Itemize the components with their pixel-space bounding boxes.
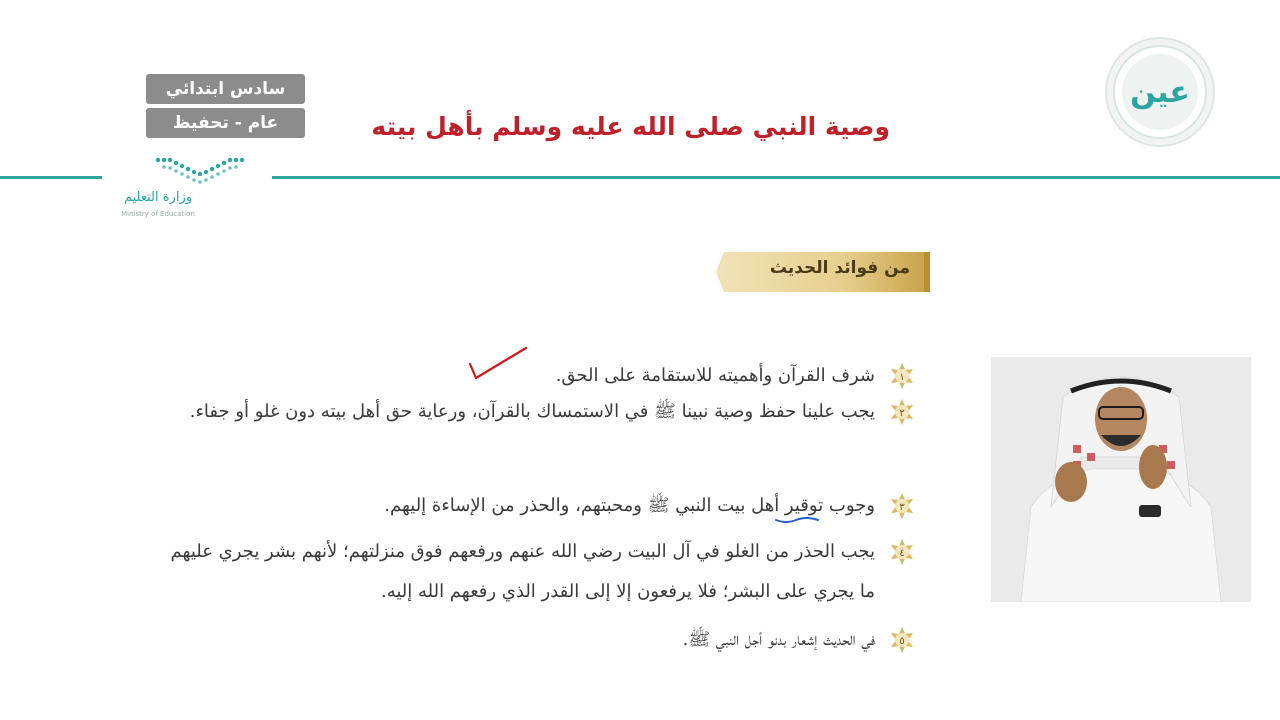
list-item xyxy=(170,620,915,660)
star-number-badge-icon xyxy=(889,627,915,653)
ministry-name-ar: وزارة التعليم xyxy=(123,190,193,205)
grade-badge: سادس ابتدائي xyxy=(146,74,305,104)
list-item xyxy=(170,392,915,432)
section-title: من فوائد الحديث xyxy=(769,258,910,278)
item-text: وجوب توقير أهل بيت النبي ﷺ ومحبتهم، والحذر من الإساءة إليهم. xyxy=(384,495,875,516)
ministry-logo xyxy=(110,152,250,224)
underline-annotation-icon xyxy=(774,514,820,526)
svg-text:٣: ٣ xyxy=(899,502,905,513)
check-mark-annotation-icon xyxy=(466,346,530,382)
ministry-name-en: Ministry of Education xyxy=(121,210,195,218)
svg-text:٤: ٤ xyxy=(899,548,905,559)
list-item xyxy=(170,356,915,396)
ministry-dots-icon xyxy=(154,154,246,188)
star-number-badge-icon xyxy=(889,539,915,565)
svg-text:١: ١ xyxy=(899,372,905,383)
item-text: شرف القرآن وأهميته للاستقامة على الحق. xyxy=(555,365,875,386)
item-text: يجب علينا حفظ وصية نبينا ﷺ في الاستمساك بالقرآن، ورعاية حق أهل بيته دون غلو أو جفاء. xyxy=(189,401,875,422)
svg-text:٢: ٢ xyxy=(899,408,905,419)
track-badge: عام - تحفيظ xyxy=(146,108,305,138)
item-text: يجب الحذر من الغلو في آل البيت رضي الله عنهم ورفعهم فوق منزلتهم؛ لأنهم بشر يجري عليهم ما يجري على البشر؛ فلا يرفعون إلا إلى القدر الذي رفعهم الله إليه. xyxy=(170,541,875,602)
ain-logo xyxy=(1096,36,1224,148)
presenter-video xyxy=(991,357,1251,602)
ain-logo-text: عين xyxy=(1130,75,1190,110)
item-text: في الحديث إشعار بدنو أجل النبي ﷺ. xyxy=(682,629,875,650)
list-item xyxy=(170,532,915,612)
star-number-badge-icon xyxy=(889,363,915,389)
star-number-badge-icon xyxy=(889,399,915,425)
svg-text:٥: ٥ xyxy=(899,636,905,647)
lesson-title: وصية النبي صلى الله عليه وسلم بأهل بيته xyxy=(371,112,890,141)
presenter-figure-icon xyxy=(991,357,1251,602)
star-number-badge-icon xyxy=(889,493,915,519)
